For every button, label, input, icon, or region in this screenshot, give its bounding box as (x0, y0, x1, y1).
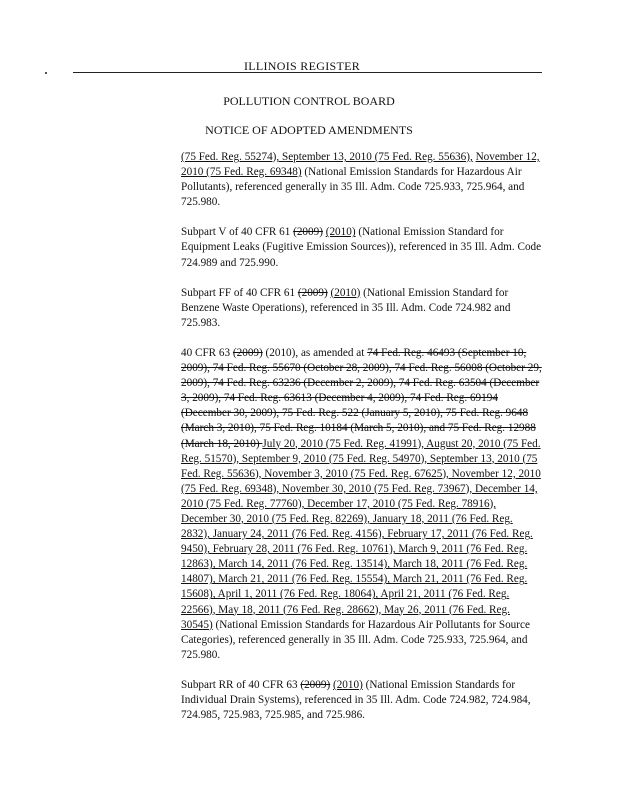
text-run: (National Emission Standards for Hazardous Air Pollutants for Source Categories), referenced generally in 35 Ill. Adm. Code 725.933, 725.964, and 725.980. (181, 618, 530, 661)
header-rule (73, 72, 542, 73)
text-run: (2010), as amended at (262, 346, 368, 359)
text-run: 40 CFR 63 (181, 346, 233, 359)
added-text: (2010) (330, 286, 361, 299)
text-run: (National Emission Standard for Equipment Leaks (Fugitive Emission Sources)), referenced in 35 Ill. Adm. Code 724.989 and 725.990. (181, 226, 542, 269)
board-title: POLLUTION CONTROL BOARD (223, 94, 395, 108)
added-text: (2010) (332, 678, 363, 691)
paragraph (181, 150, 544, 210)
register-title: ILLINOIS REGISTER (243, 59, 361, 73)
deleted-text: (September 10, 2009), 74 Fed. Reg. 55670 (October 28, 2009), 74 Fed. Reg. 56008 (October 29, 2009), 74 Fed. Reg. 63236 (December 2, 2009), 74 Fed. Reg. 63504 (December 3, 2009), 74 Fed. Reg. 63613 (December 4, 2009), 74 Fed. Reg. 69194 (December 30, 2009), 75 Fed. Reg. 522 (January 5, 2010), 75 Fed. Reg. 9648 (March 3, 2010), 75 Fed. Reg. 10184 (March 5, 2010), and 75 Fed. Reg. 12988 (March 18, 2010) (181, 346, 542, 450)
text-run: Subpart V of 40 CFR 61 (181, 226, 294, 239)
text-run: (National Emission Standards for Hazardous Air Pollutants), referenced generally in 35 Ill. Adm. Code 725.933, 725.964, and 725.980. (181, 166, 525, 209)
deleted-text: 74 Fed. Reg. 46493 (367, 346, 456, 359)
text-run: Subpart RR of 40 CFR 63 (181, 678, 301, 691)
text-run: (National Emission Standards for Individual Drain Systems), referenced in 35 Ill. Adm. Code 724.982, 724.984, 724.985, 725.983, 725.985, and 725.986. (181, 678, 531, 722)
deleted-text: (2009) (297, 286, 328, 299)
deleted-text: (2009) (232, 346, 263, 359)
text-run: Subpart FF of 40 CFR 61 (181, 286, 298, 299)
added-text: (75 Fed. Reg. 55274), September 13, 2010 (75 Fed. Reg. 55636), (181, 151, 473, 163)
added-text: July 20, 2010 (75 Fed. Reg. 41991), August 20, 2010 (75 Fed. Reg. 51570), September 9, 2010 (75 Fed. Reg. 54970), September 13, 2010 (75 Fed. Reg. 55636), November 3, 2010 (75 Fed. Reg. 67625), November 12, 2010 (75 Fed. Reg. 69348), November 30, 2010 (75 Fed. Reg. 73967), December 14, 2010 (75 Fed. Reg. 77760), December 17, 2010 (75 Fed. Reg. 78916), December 30, 2010 (75 Fed. Reg. 82269), January 18, 2011 (76 Fed. Reg. 2832), January 24, 2011 (76 Fed. Reg. 4156), February 17, 2011 (76 Fed. Reg. 9450), February 28, 2011 (76 Fed. Reg. 10761), March 9, 2011 (76 Fed. Reg. 12863), March 14, 2011 (76 Fed. Reg. 13514), March 18, 2011 (76 Fed. Reg. 14807), March 21, 2011 (76 Fed. Reg. 15554), March 21, 2011 (76 Fed. Reg. 15608), April 1, 2011 (76 Fed. Reg. 18064), April 21, 2011 (76 Fed. Reg. 22566), May 18, 2011 (76 Fed. Reg. 28662), May 26, 2011 (76 Fed. Reg. 30545) (181, 437, 541, 631)
added-text: November 12, 2010 (75 Fed. Reg. 69348) (181, 151, 540, 179)
deleted-text: (2009) (293, 226, 323, 239)
notice-title: NOTICE OF ADOPTED AMENDMENTS (205, 123, 413, 137)
paragraph (181, 225, 544, 270)
paragraph (181, 678, 544, 723)
paragraph (181, 346, 544, 663)
text-run: (National Emission Standard for Benzene Waste Operations), referenced in 35 Ill. Adm. Code 724.982 and 725.983. (181, 286, 511, 329)
document-body (181, 150, 544, 738)
deleted-text: (2009) (300, 678, 331, 691)
added-text: (2010) (325, 226, 356, 239)
paragraph (181, 286, 544, 331)
